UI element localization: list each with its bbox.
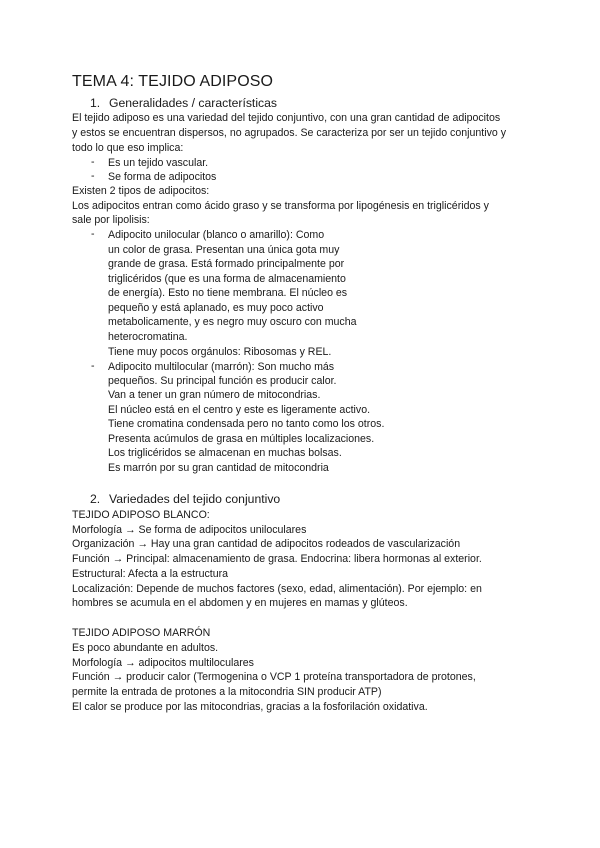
multilocular-line: Presenta acúmulos de grasa en múltiples localizaciones.	[108, 433, 375, 445]
marron-line: Función → producir calor (Termogenina o VCP 1 proteína transportadora de protones,	[72, 671, 476, 683]
paragraph-line: Los adipocitos entran como ácido graso y se transforma por lipogénesis en triglicéridos y	[72, 200, 489, 212]
unilocular-line: pequeño y está aplanado, es muy poco activo	[108, 302, 324, 314]
unilocular-line: de energía). Esto no tiene membrana. El núcleo es	[108, 287, 348, 299]
section-2-title: Variedades del tejido conjuntivo	[109, 492, 281, 506]
blanco-heading: TEJIDO ADIPOSO BLANCO:	[72, 509, 210, 521]
blanco-line: Morfología → Se forma de adipocitos uniloculares	[72, 524, 307, 536]
bullet-marker: -	[91, 170, 95, 182]
section-2-number: 2.	[90, 492, 101, 506]
paragraph-line: sale por lipolisis:	[72, 214, 150, 226]
paragraph-line: Existen 2 tipos de adipocitos:	[72, 185, 210, 197]
multilocular-line: El núcleo está en el centro y este es ligeramente activo.	[108, 404, 371, 416]
multilocular-line: Van a tener un gran número de mitocondrias.	[108, 389, 321, 401]
multilocular-line: Adipocito multilocular (marrón): Son mucho más	[108, 361, 335, 373]
blanco-line: Organización → Hay una gran cantidad de adipocitos rodeados de vascularización	[72, 538, 461, 550]
marron-line: Morfología → adipocitos multiloculares	[72, 657, 254, 669]
blanco-line: hombres se acumula en el abdomen y en mujeres en mamas y glúteos.	[72, 597, 408, 609]
paragraph-line: todo lo que eso implica:	[72, 142, 184, 154]
multilocular-line: Los triglicéridos se almacenan en muchas bolsas.	[108, 447, 342, 459]
bullet-marker: -	[91, 228, 95, 240]
marron-heading: TEJIDO ADIPOSO MARRÓN	[72, 627, 211, 639]
marron-line: El calor se produce por las mitocondrias, gracias a la fosforilación oxidativa.	[72, 701, 428, 713]
blanco-line: Localización: Depende de muchos factores (sexo, edad, alimentación). Por ejemplo: en	[72, 583, 482, 595]
bullet-item: Es un tejido vascular.	[108, 157, 209, 169]
unilocular-line: Tiene muy pocos orgánulos: Ribosomas y REL.	[108, 346, 332, 358]
blanco-line: Estructural: Afecta a la estructura	[72, 568, 229, 580]
unilocular-line: Adipocito unilocular (blanco o amarillo): Como	[108, 229, 325, 241]
unilocular-line: heterocromatina.	[108, 331, 188, 343]
bullet-item: Se forma de adipocitos	[108, 171, 217, 183]
multilocular-line: Es marrón por su gran cantidad de mitocondria	[108, 462, 329, 474]
paragraph-line: El tejido adiposo es una variedad del tejido conjuntivo, con una gran cantidad de adipocitos	[72, 112, 501, 124]
unilocular-line: triglicéridos (que es una forma de almacenamiento	[108, 273, 346, 285]
marron-line: permite la entrada de protones a la mitocondria SIN producir ATP)	[72, 686, 382, 698]
bullet-marker: -	[91, 360, 95, 372]
multilocular-line: pequeños. Su principal función es producir calor.	[108, 375, 337, 387]
multilocular-line: Tiene cromatina condensada pero no tanto como los otros.	[108, 418, 385, 430]
bullet-marker: -	[91, 156, 95, 168]
paragraph-line: y estos se encuentran dispersos, no agrupados. Se caracteriza por ser un tejido conjuntivo y	[72, 127, 507, 139]
marron-line: Es poco abundante en adultos.	[72, 642, 219, 654]
blanco-line: Función → Principal: almacenamiento de grasa. Endocrina: libera hormonas al exterior.	[72, 553, 482, 565]
unilocular-line: metabolicamente, y es negro muy oscuro con mucha	[108, 316, 357, 328]
unilocular-line: un color de grasa. Presentan una única gota muy	[108, 244, 340, 256]
document-title: TEMA 4: TEJIDO ADIPOSO	[72, 73, 274, 90]
section-1-number: 1.	[90, 96, 101, 110]
unilocular-line: grande de grasa. Está formado principalmente por	[108, 258, 345, 270]
section-1-title: Generalidades / características	[109, 96, 277, 110]
